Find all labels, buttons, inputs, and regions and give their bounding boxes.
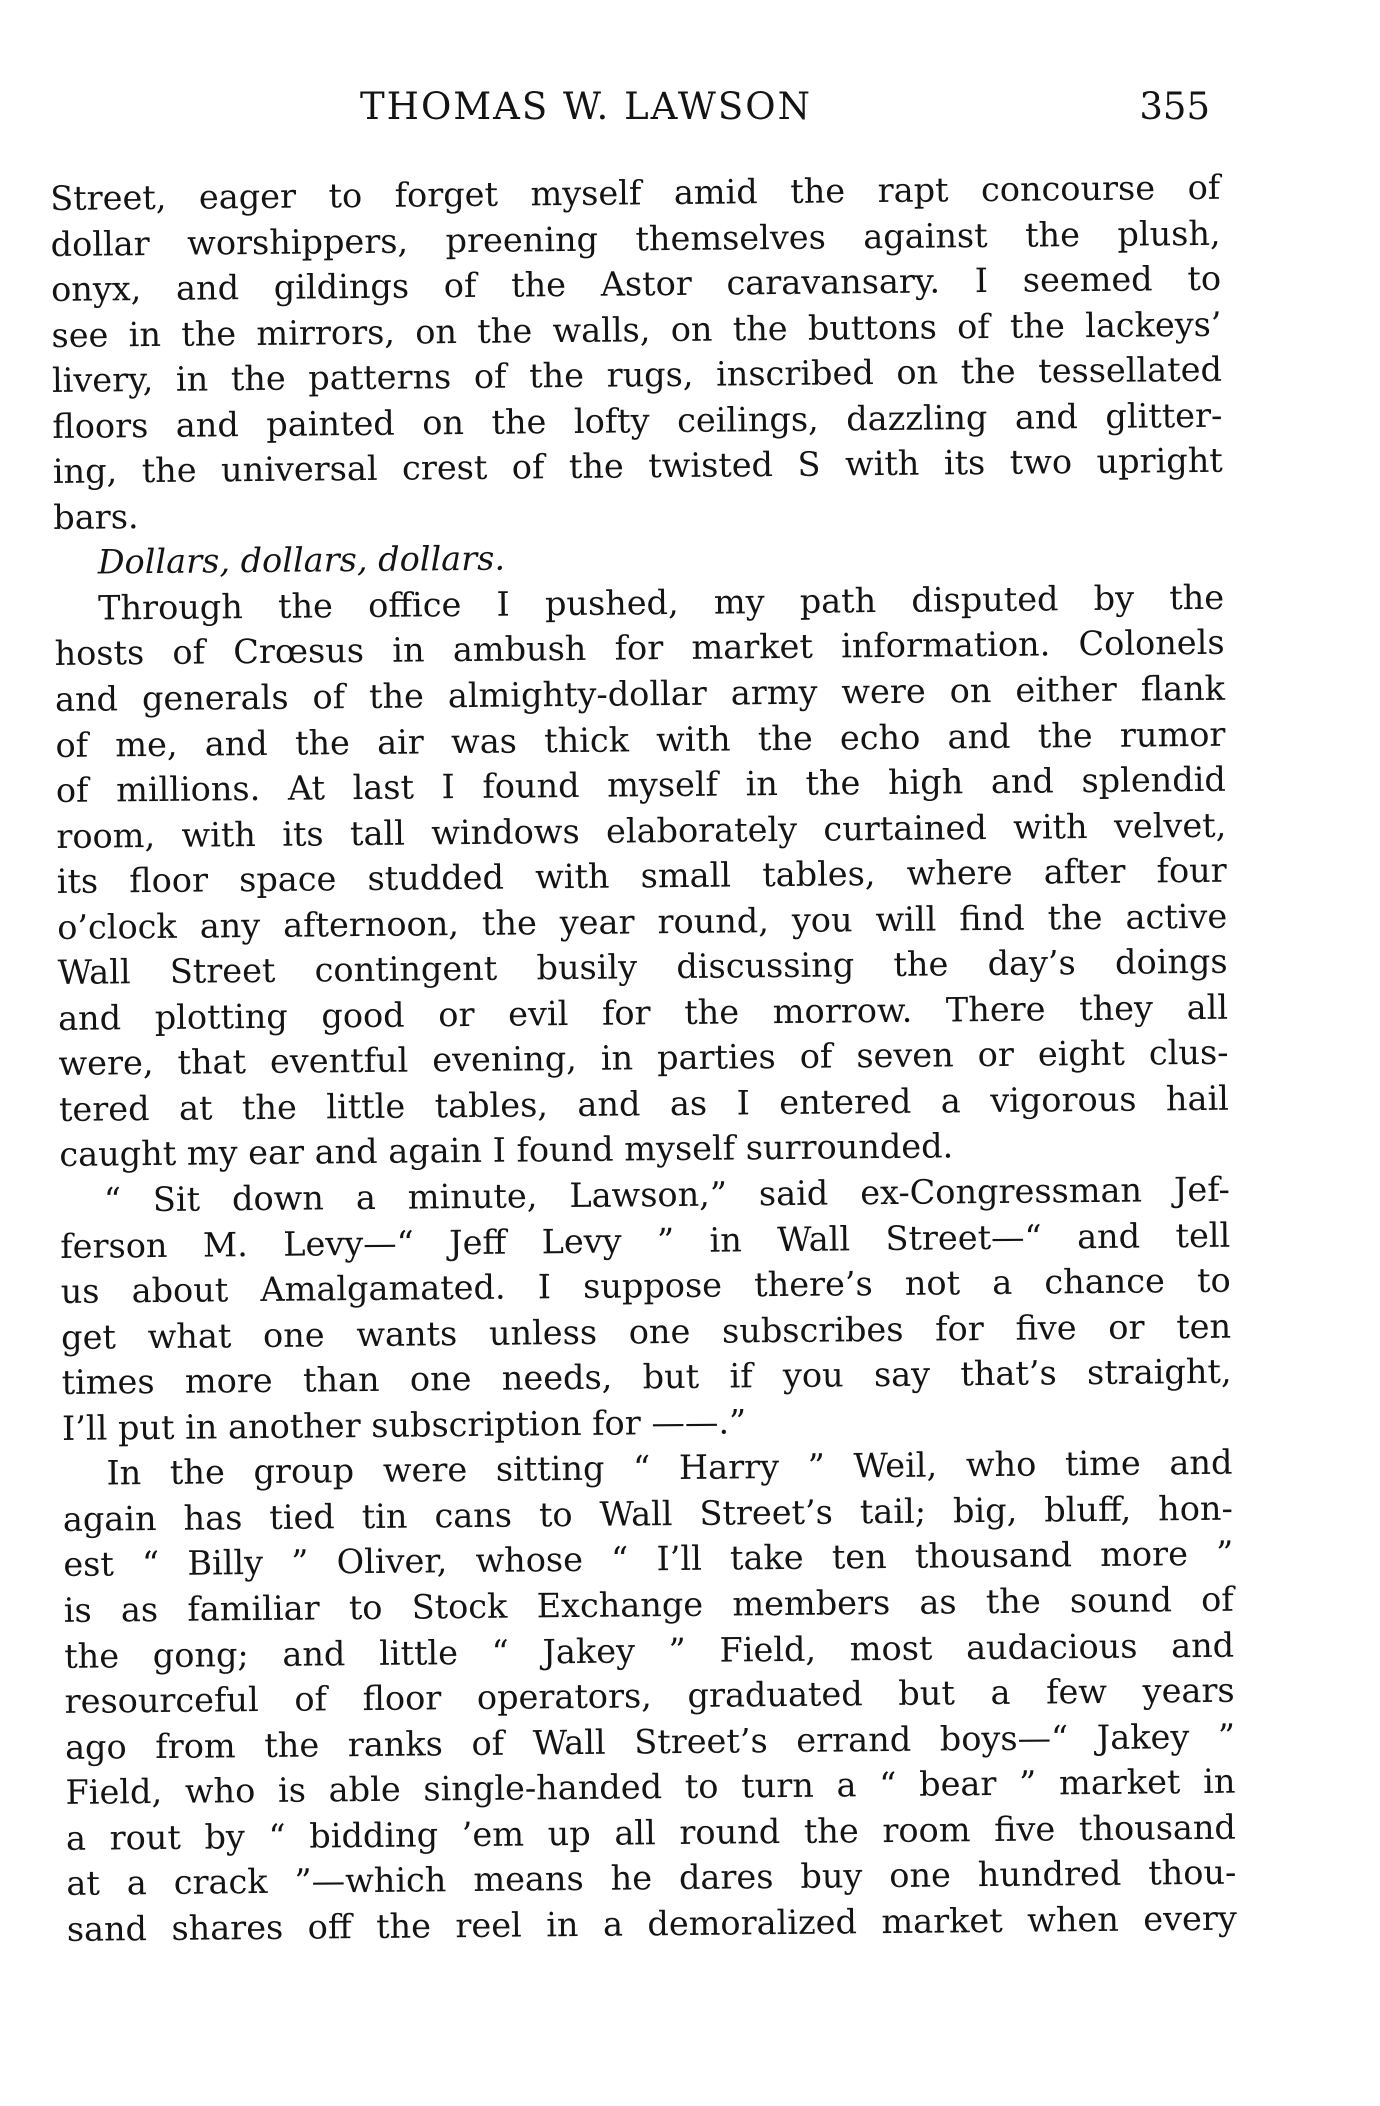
text-line: a rout by “ bidding ’em up all round the room five thousand [65, 1807, 1237, 1858]
text-line: In the group were sitting “ Harry ” Weil, who time and [106, 1443, 1233, 1493]
text-line: get what one wants unless one subscribes for five or ten [60, 1306, 1232, 1357]
text-line: livery, in the patterns of the rugs, inscribed on the tessellated [51, 349, 1223, 401]
text-line: floors and painted on the lofty ceilings, dazzling and glitter- [52, 395, 1223, 446]
text-line: ago from the ranks of Wall Street’s errand boys—“ Jakey ” [64, 1716, 1236, 1767]
text-line: onyx, and gildings of the Astor caravansary. I seemed to [50, 258, 1222, 310]
text-line: hosts of Crœsus in ambush for market information. Colonels [54, 623, 1225, 674]
text-line: Street, eager to forget myself amid the rapt concourse of [50, 167, 1221, 218]
text-line: Through the office I pushed, my path disputed by the [97, 577, 1225, 628]
text-line: ing, the universal crest of the twisted S with its two upright [52, 441, 1223, 492]
text-line: Dollars, dollars, dollars. [97, 539, 506, 582]
text-line: dollar worshippers, preening themselves against the plush, [50, 213, 1221, 264]
body-text [50, 165, 1238, 2016]
running-title: THOMAS W. LAWSON [360, 85, 812, 128]
text-line: sand shares off the reel in a demoralized market when every [66, 1898, 1237, 1949]
text-line: see in the mirrors, on the walls, on the buttons of the lackeys’ [51, 304, 1222, 355]
text-line: and plotting good or evil for the morrow. There they all [57, 987, 1229, 1038]
text-line: “ Sit down a minute, Lawson,” said ex-Congressman Jef- [103, 1169, 1230, 1220]
text-line: us about Amalgamated. I suppose there’s not a chance to [60, 1260, 1231, 1312]
text-line: I’ll put in another subscription for ——.” [61, 1402, 747, 1448]
running-head [50, 82, 1230, 132]
text-line: at a crack ”—which means he dares buy one hundred thou- [66, 1852, 1237, 1904]
page-number: 355 [1139, 85, 1210, 128]
text-line: times more than one needs, but if you say that’s straight, [61, 1351, 1232, 1403]
text-line: caught my ear and again I found myself surrounded. [59, 1126, 954, 1175]
text-line: the gong; and little “ Jakey ” Field, most audacious and [64, 1625, 1235, 1676]
text-line: were, that eventful evening, in parties of seven or eight clus- [58, 1033, 1229, 1084]
text-line: its floor space studded with small tables, where after four [56, 850, 1227, 902]
text-line: o’clock any afternoon, the year round, you will find the active [57, 896, 1228, 947]
text-line: again has tied tin cans to Wall Street’s tail; big, bluff, hon- [62, 1488, 1234, 1539]
text-line: resourceful of floor operators, graduated but a few years [64, 1670, 1235, 1721]
text-line: est “ Billy ” Oliver, whose “ I’ll take ten thousand more ” [63, 1534, 1234, 1585]
text-line: and generals of the almighty-dollar army were on either flank [54, 668, 1226, 719]
text-line: Field, who is able single-handed to turn a “ bear ” market in [65, 1761, 1236, 1813]
text-line: room, with its tall windows elaborately curtained with velvet, [56, 805, 1227, 856]
text-line: of millions. At last I found myself in the high and splendid [55, 759, 1227, 811]
text-line: of me, and the air was thick with the echo and the rumor [55, 714, 1226, 765]
text-line: is as familiar to Stock Exchange members as the sound of [63, 1579, 1234, 1630]
text-line: bars. [53, 496, 139, 537]
text-line: ferson M. Levy—“ Jeff Levy ” in Wall Street—“ and tell [60, 1215, 1231, 1266]
text-line: Wall Street contingent busily discussing the day’s doings [57, 942, 1228, 993]
text-line: tered at the little tables, and as I entered a vigorous hail [58, 1078, 1230, 1129]
